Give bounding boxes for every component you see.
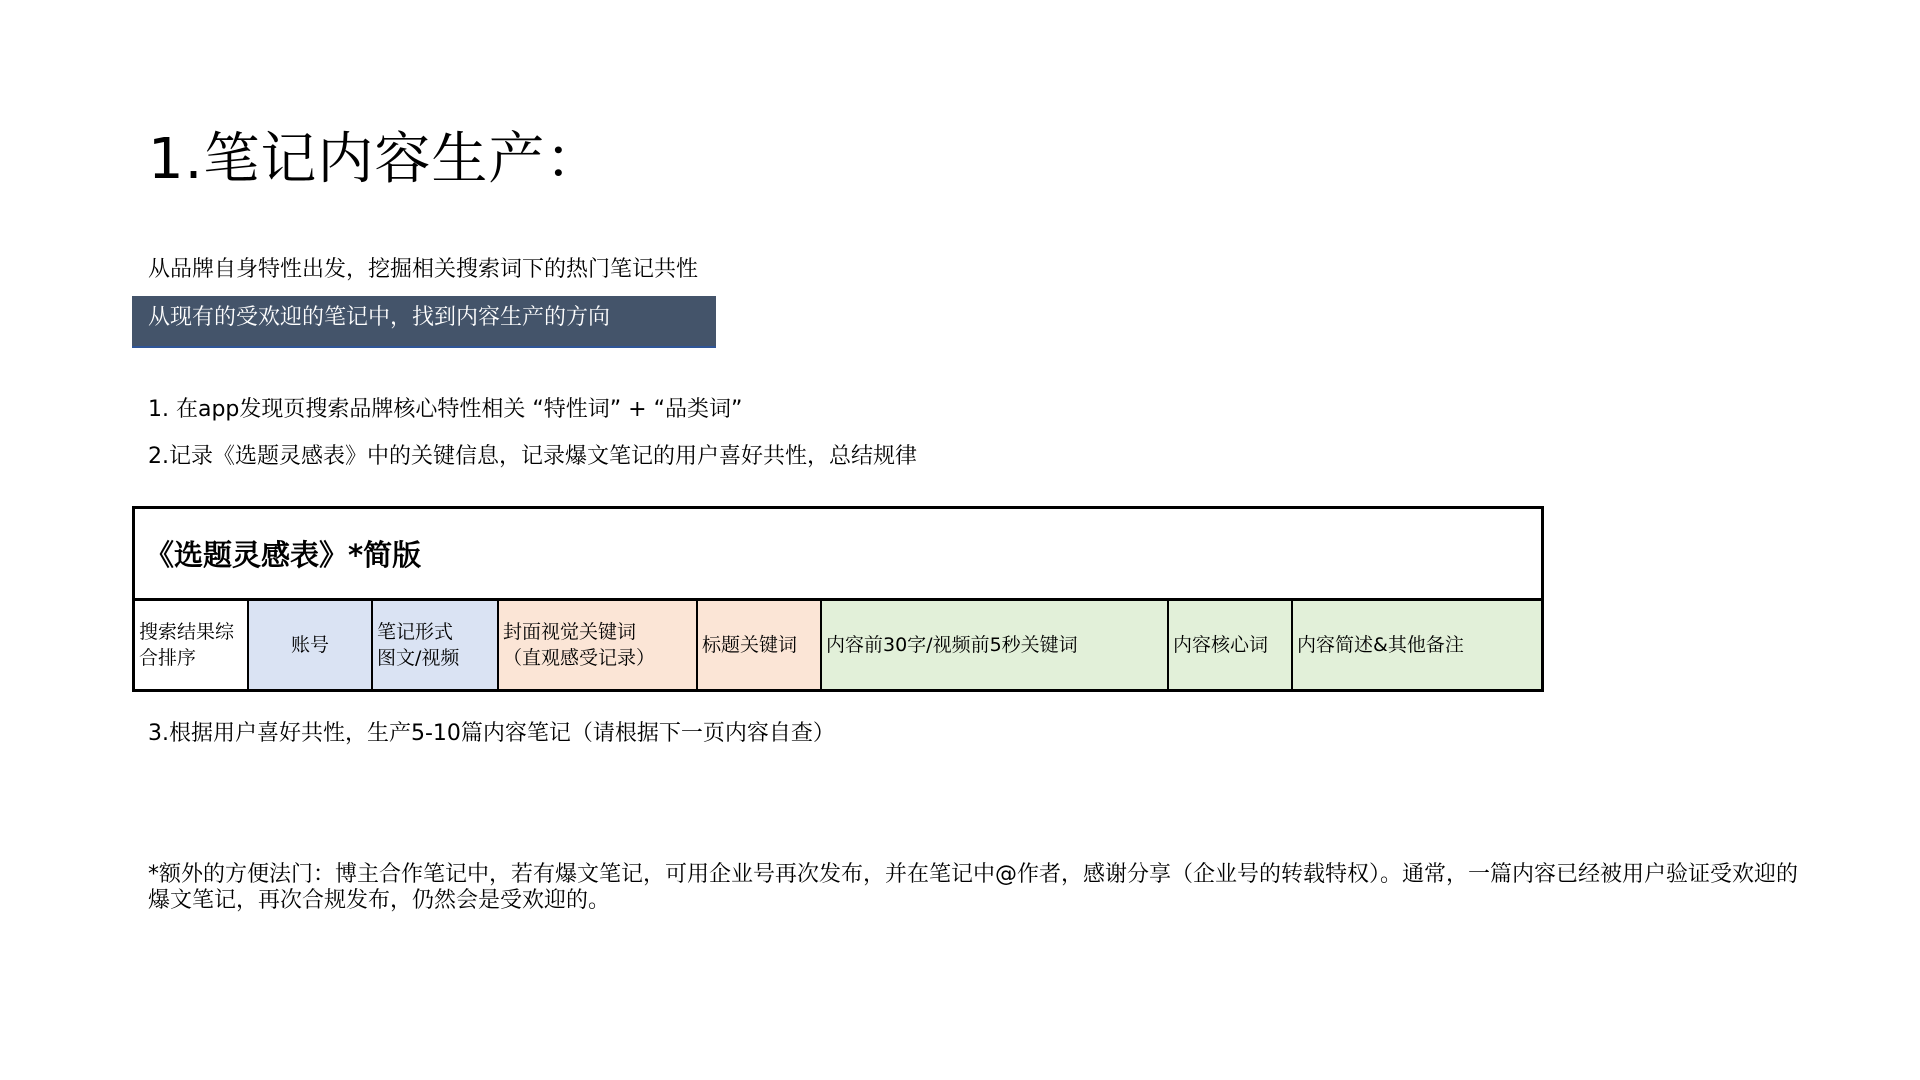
column-label: 内容核心词 [1173, 634, 1269, 656]
highlight-banner: 从现有的受欢迎的笔记中，找到内容生产的方向 [132, 296, 716, 348]
footnote: *额外的方便法门：博主合作笔记中，若有爆文笔记，可用企业号再次发布，并在笔记中@作者，感谢分享（企业号的转载特权）。通常，一篇内容已经被用户验证受欢迎的爆文笔记，再次合规发布，仍然会是受欢迎的。 [148, 862, 1799, 913]
column-label: 标题关键词 [702, 634, 798, 656]
table-header-row [135, 601, 1541, 689]
column-label: 笔记形式 图文/视频 [377, 621, 460, 669]
table-column-7 [1293, 601, 1541, 689]
column-label: 内容简述&其他备注 [1297, 634, 1464, 656]
table-title: 《选题灵感表》*简版 [135, 509, 1541, 601]
table-column-0 [135, 601, 249, 689]
table-column-6 [1169, 601, 1293, 689]
column-label: 封面视觉关键词 （直观感受记录） [503, 621, 656, 669]
column-label: 搜索结果综 合排序 [139, 621, 235, 669]
column-label: 账号 [290, 634, 329, 656]
step-2-text: 2.记录《选题灵感表》中的关键信息，记录爆文笔记的用户喜好共性，总结规律 [148, 444, 917, 469]
table-column-5 [822, 601, 1169, 689]
page-title: 1.笔记内容生产： [148, 127, 603, 192]
table-column-1 [249, 601, 373, 689]
table-column-2 [373, 601, 499, 689]
table-column-4 [698, 601, 822, 689]
subtitle: 从品牌自身特性出发，挖掘相关搜索词下的热门笔记共性 [148, 257, 699, 282]
step-1-text: 1. 在app发现页搜索品牌核心特性相关 “特性词” + “品类词” [148, 397, 743, 422]
step-3-text: 3.根据用户喜好共性，生产5-10篇内容笔记（请根据下一页内容自查） [148, 721, 835, 746]
topic-inspiration-table [132, 506, 1544, 692]
table-column-3 [499, 601, 698, 689]
column-label: 内容前30字/视频前5秒关键词 [826, 634, 1078, 656]
